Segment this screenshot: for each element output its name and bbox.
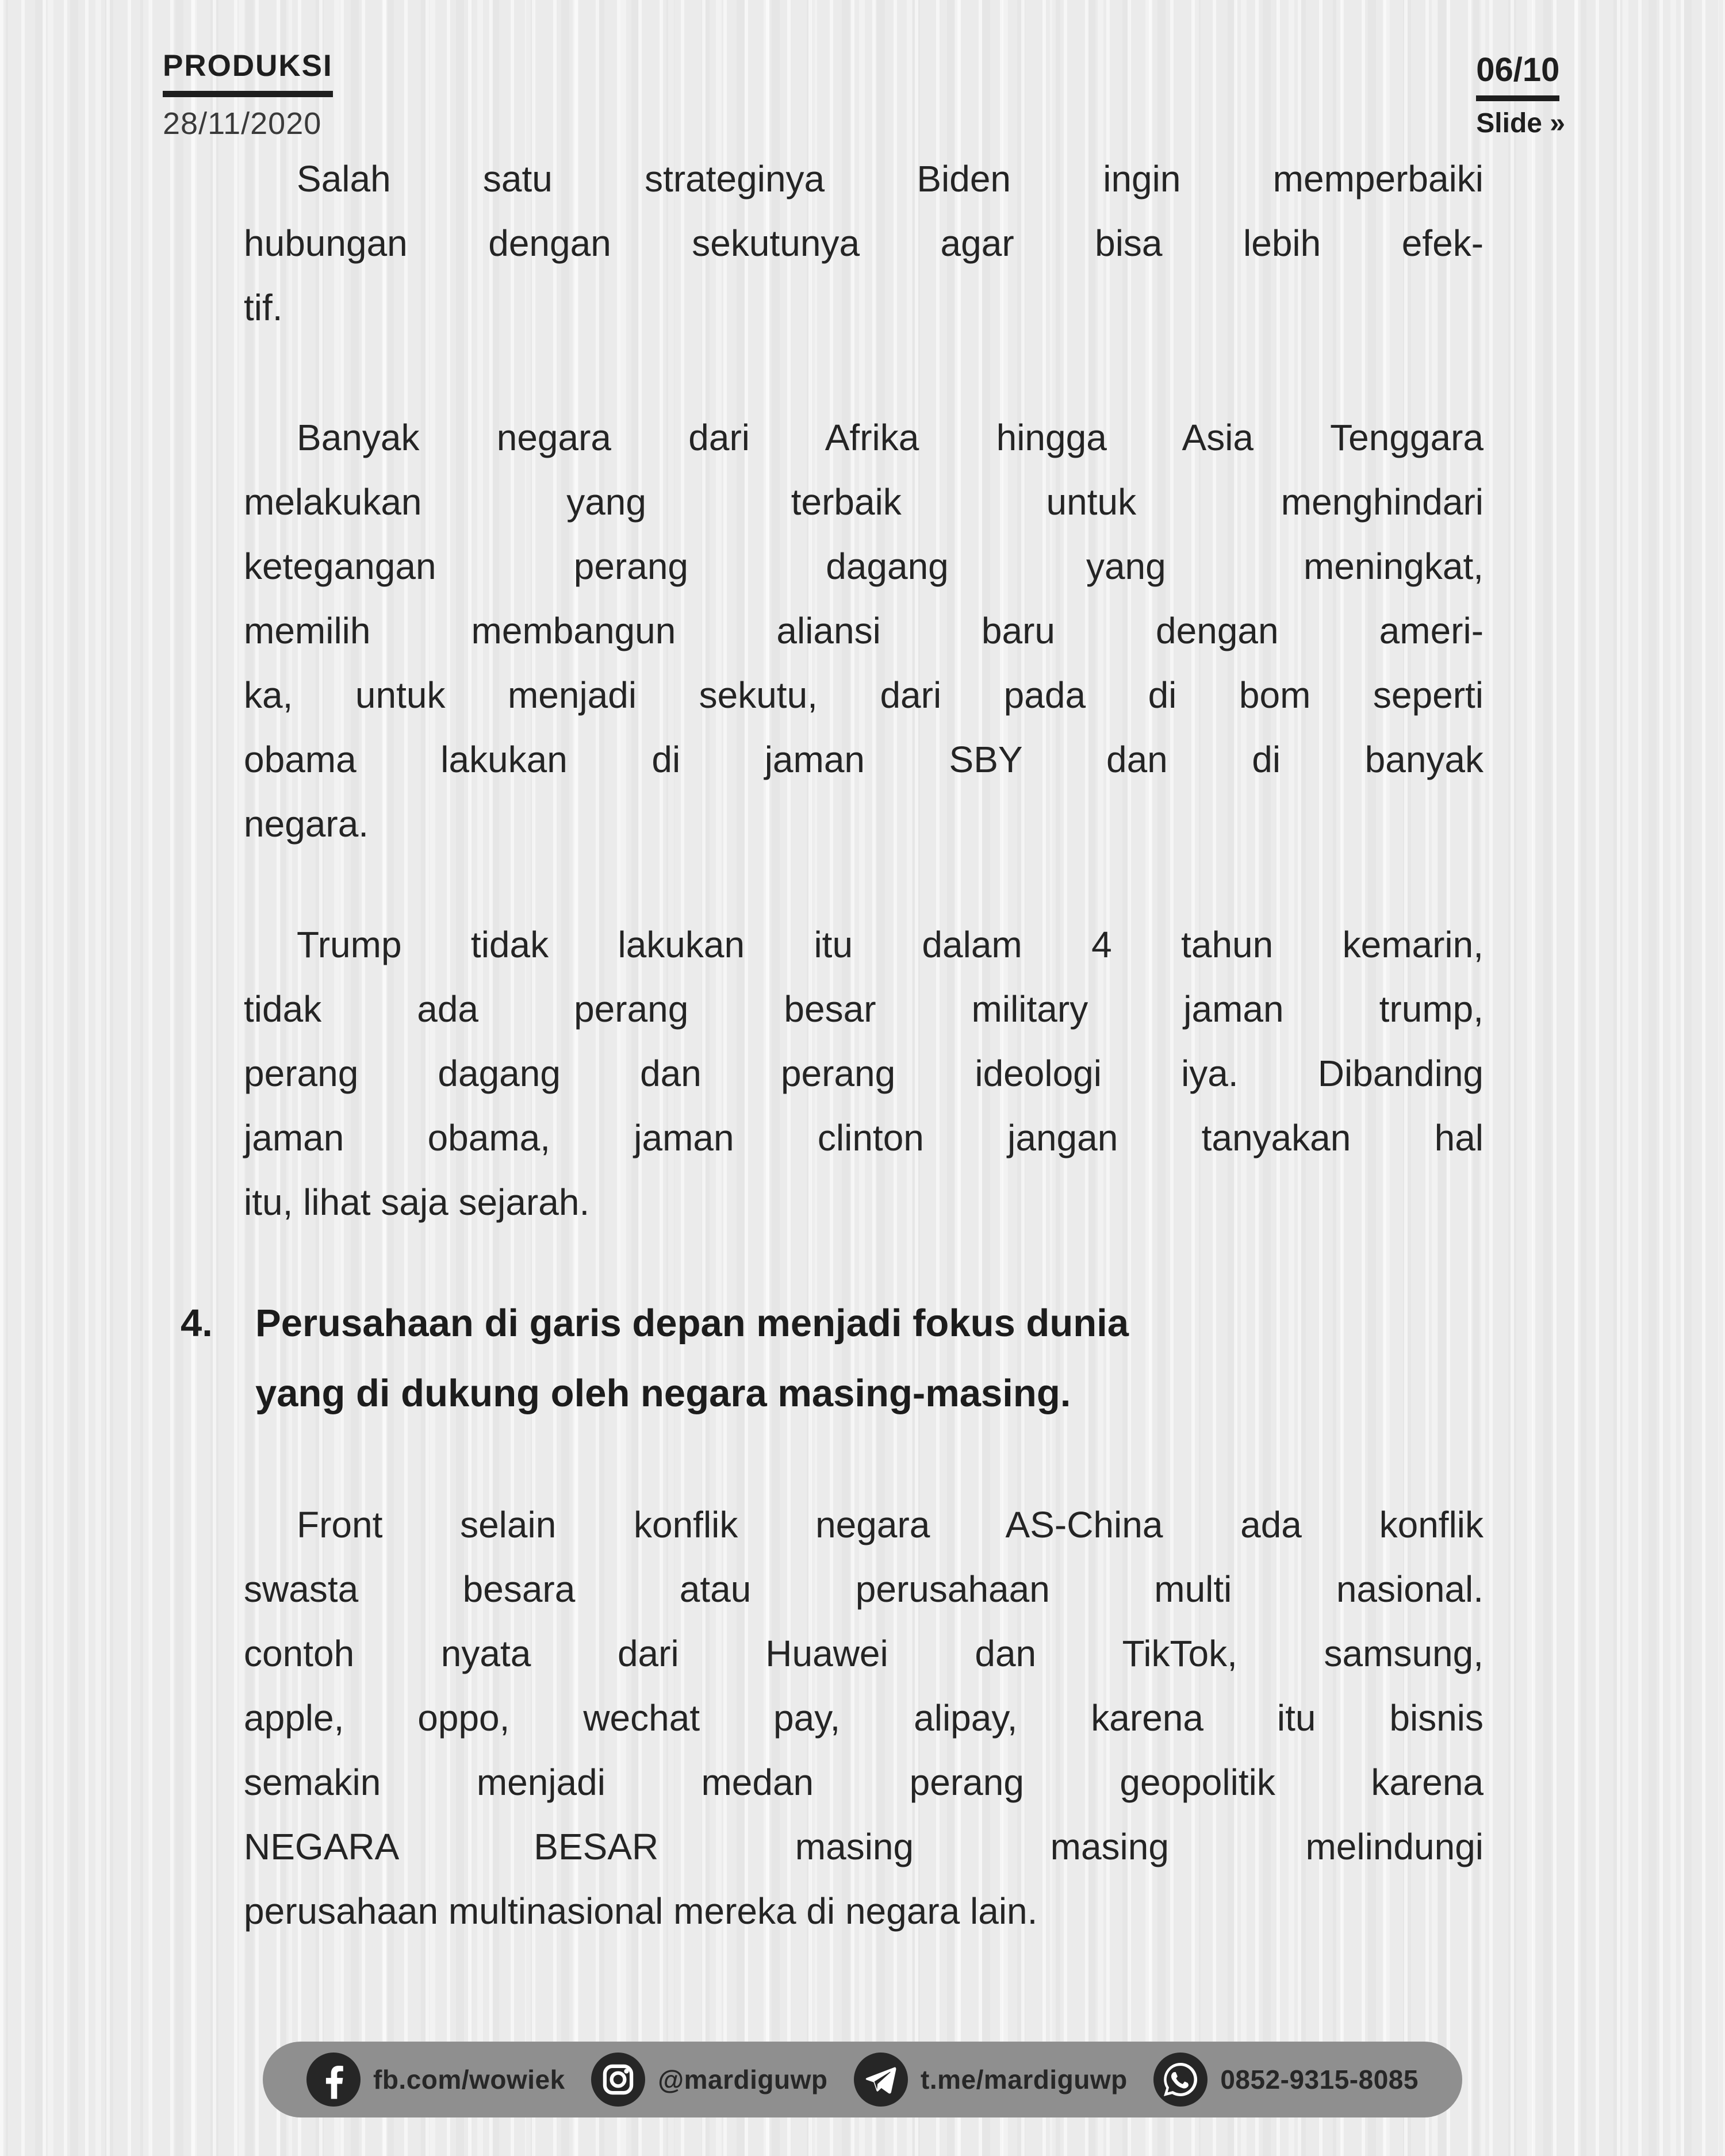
whatsapp-link[interactable] [1153,2053,1419,2107]
heading-line: yang di dukung oleh negara masing-masing. [255,1372,1071,1415]
text-line: Front selain konflik negara AS-China ada konflik [297,1504,1483,1545]
paragraph [244,912,1483,1234]
instagram-icon [591,2053,645,2107]
section-heading-text [255,1288,1129,1429]
text-line: tidak ada perang besar military jaman trump, [244,988,1483,1030]
text-line: Salah satu strateginya Biden ingin memperbaiki [297,158,1483,200]
page-indicator: 06/10 [1476,51,1559,101]
production-label: PRODUKSI [163,48,333,97]
text-line: ka, untuk menjadi sekutu, dari pada di bom seperti [244,674,1483,716]
text-line: swasta besara atau perusahaan multi nasional. [244,1568,1483,1610]
text-line: perusahaan multinasional mereka di negara lain. [244,1890,1038,1932]
telegram-link[interactable] [854,2053,1128,2107]
text-line: ketegangan perang dagang yang meningkat, [244,546,1483,587]
instagram-handle: @mardiguwp [658,2065,828,2094]
whatsapp-number: 0852-9315-8085 [1220,2065,1419,2094]
text-line: memilih membangun aliansi baru dengan ameri- [244,610,1483,651]
facebook-icon [306,2053,361,2107]
paragraph [244,147,1483,340]
next-slide-label[interactable]: Slide » [1476,108,1565,139]
text-line: tif. [244,287,283,328]
text-line: NEGARA BESAR masing masing melindungi [244,1826,1483,1867]
section-number: 4. [181,1302,213,1345]
facebook-link[interactable] [306,2053,565,2107]
slide-content [181,147,1483,1943]
date-label: 28/11/2020 [163,106,322,141]
telegram-icon [854,2053,908,2107]
text-line: Banyak negara dari Afrika hingga Asia Tenggara [297,417,1483,458]
text-line: perang dagang dan perang ideologi iya. Dibanding [244,1053,1483,1094]
whatsapp-icon [1153,2053,1208,2107]
paragraph [244,1493,1483,1943]
facebook-handle: fb.com/wowiek [373,2065,565,2094]
text-line: hubungan dengan sekutunya agar bisa lebih efek- [244,222,1483,264]
text-line: Trump tidak lakukan itu dalam 4 tahun kemarin, [297,924,1483,965]
text-line: negara. [244,803,369,845]
section-heading [181,1288,1483,1429]
social-bar [263,2042,1462,2117]
paragraph [244,405,1483,856]
header-left [163,48,333,141]
text-line: melakukan yang terbaik untuk menghindari [244,481,1483,523]
text-line: jaman obama, jaman clinton jangan tanyakan hal [244,1117,1483,1158]
header-right [1476,51,1565,139]
text-line: contoh nyata dari Huawei dan TikTok, samsung, [244,1633,1483,1674]
instagram-link[interactable] [591,2053,827,2107]
text-line: apple, oppo, wechat pay, alipay, karena itu bisnis [244,1697,1483,1739]
text-line: itu, lihat saja sejarah. [244,1181,590,1223]
text-line: semakin menjadi medan perang geopolitik karena [244,1762,1483,1803]
text-line: obama lakukan di jaman SBY dan di banyak [244,739,1483,780]
heading-line: Perusahaan di garis depan menjadi fokus dunia [255,1302,1129,1345]
telegram-handle: t.me/mardiguwp [921,2065,1128,2094]
